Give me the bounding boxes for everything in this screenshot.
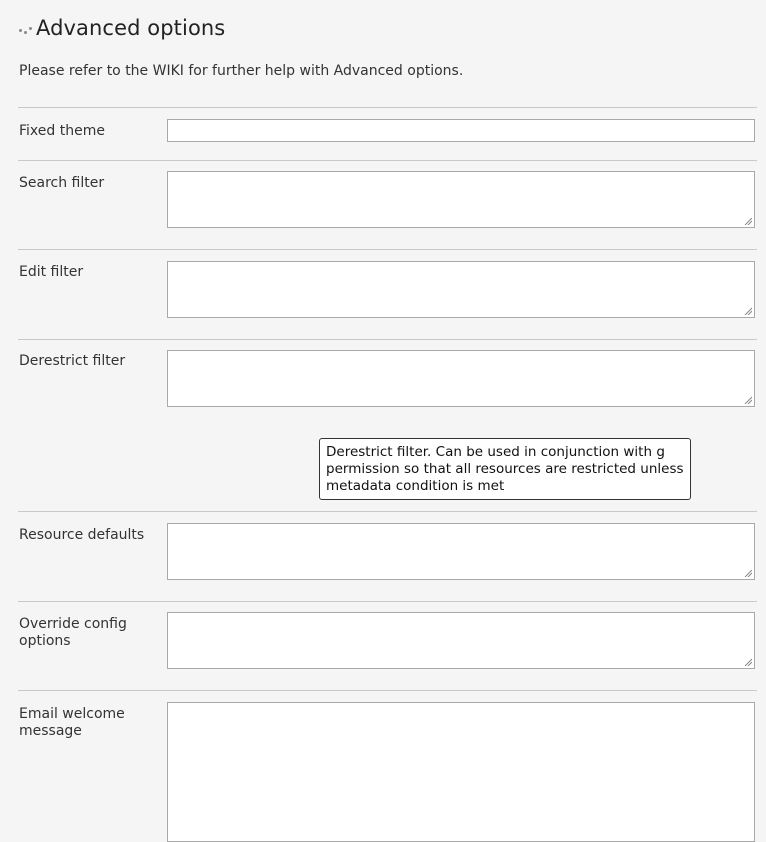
form-row-resource-defaults: [18, 511, 757, 602]
edit-filter-label: Edit filter: [19, 264, 84, 280]
form-row-edit-filter: [18, 249, 757, 340]
form-row-override-config: [18, 601, 757, 691]
derestrict-filter-tooltip: [319, 438, 691, 500]
section-header: [18, 14, 225, 42]
derestrict-filter-textarea[interactable]: [167, 350, 755, 407]
resize-grip-icon[interactable]: [744, 569, 752, 577]
edit-filter-textarea[interactable]: [167, 261, 755, 318]
form-row-search-filter: [18, 160, 757, 250]
override-config-label: Override config options: [19, 616, 127, 649]
email-welcome-label: Email welcome message: [19, 706, 125, 739]
search-filter-textarea[interactable]: [167, 171, 755, 228]
form-row-email-welcome: [18, 690, 757, 832]
email-welcome-textarea[interactable]: [167, 702, 755, 842]
tooltip-line: permission so that all resources are restricted unless: [326, 461, 684, 477]
search-filter-label: Search filter: [19, 175, 105, 191]
derestrict-filter-label: Derestrict filter: [19, 353, 126, 369]
fixed-theme-label: Fixed theme: [19, 123, 105, 139]
page-title: Advanced options: [36, 16, 226, 40]
resize-grip-icon[interactable]: [744, 396, 752, 404]
resource-defaults-textarea[interactable]: [167, 523, 755, 580]
dots-icon: [18, 24, 34, 34]
fixed-theme-input[interactable]: [167, 119, 755, 142]
intro-text: Please refer to the WIKI for further help with Advanced options.: [19, 63, 464, 79]
form-row-fixed-theme: [18, 107, 757, 161]
resize-grip-icon[interactable]: [744, 217, 752, 225]
resize-grip-icon[interactable]: [744, 658, 752, 666]
resize-grip-icon[interactable]: [744, 307, 752, 315]
tooltip-line: metadata condition is met: [326, 478, 505, 494]
resource-defaults-label: Resource defaults: [19, 527, 145, 543]
override-config-textarea[interactable]: [167, 612, 755, 669]
tooltip-line: Derestrict filter. Can be used in conjunction with g: [326, 444, 665, 460]
